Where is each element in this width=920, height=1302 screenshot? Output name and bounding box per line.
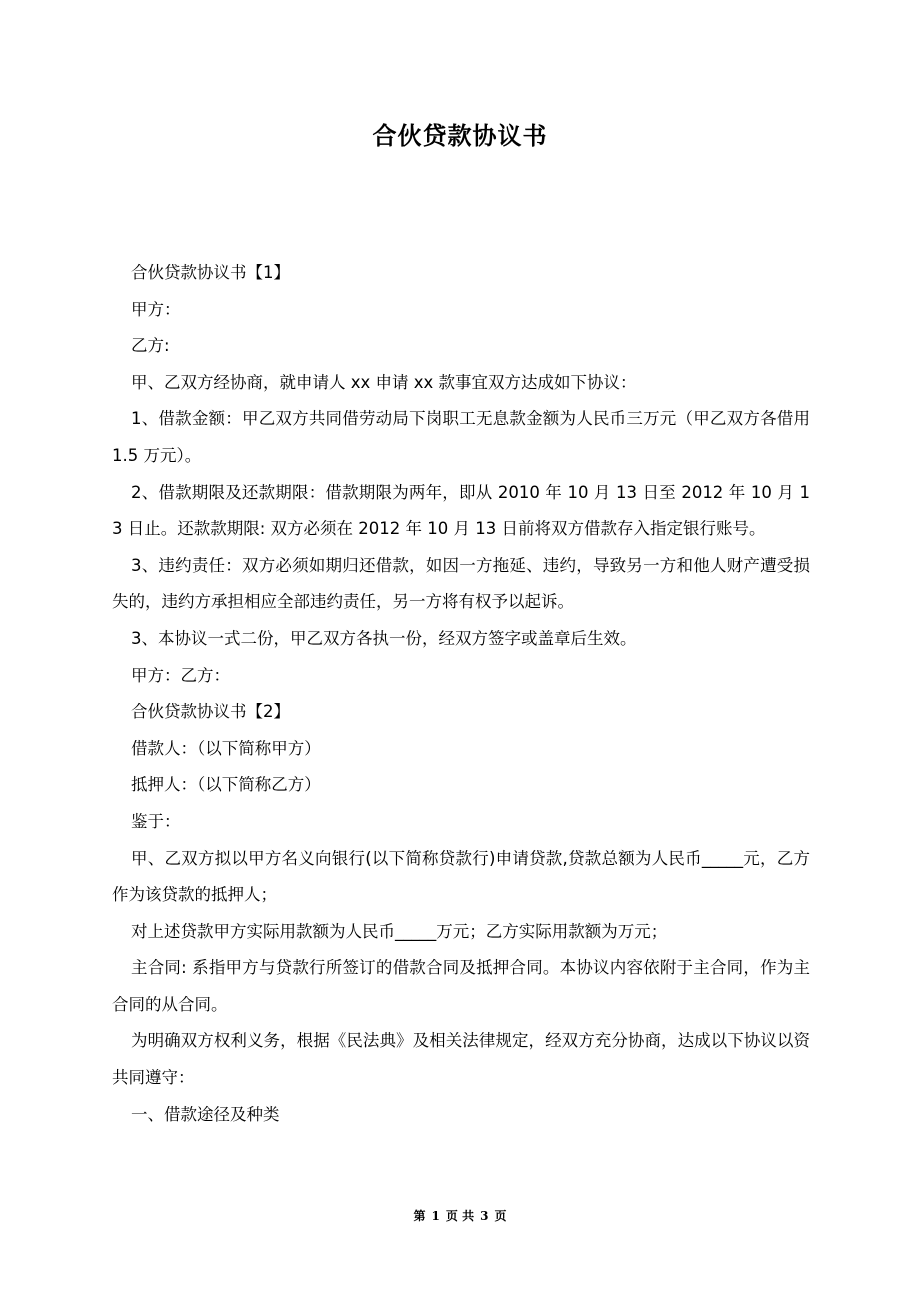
paragraph: 3、本协议一式二份，甲乙双方各执一份，经双方签字或盖章后生效。 [131, 628, 637, 648]
paragraph: 2、借款期限及还款期限：借款期限为两年，即从 2010 年 10 月 13 日至 2012 年 10 月 13 日止。还款款期限: 双方必须在 2012 年 10 月 13 日前将双方借款存入指定银行账号。 [112, 482, 810, 539]
footer-suffix: 页 [494, 1209, 507, 1223]
paragraph: 为明确双方权利义务，根据《民法典》及相关法律规定，经双方充分协商，达成以下协议以资共同遵守： [112, 1031, 810, 1088]
footer-middle: 页 共 [445, 1209, 475, 1223]
document-body [112, 255, 810, 1133]
paragraph: 主合同: 系指甲方与贷款行所签订的借款合同及抵押合同。本协议内容依附于主合同，作为主合同的从合同。 [112, 958, 810, 1014]
document-title: 合伙贷款协议书 [372, 122, 548, 150]
footer-page-number: 1 [431, 1209, 440, 1223]
paragraph: 3、违约责任：双方必须如期归还借款，如因一方拖延、违约，导致另一方和他人财产遭受损失的，违约方承担相应全部违约责任，另一方将有权予以起诉。 [112, 555, 810, 612]
paragraph: 抵押人：（以下简称乙方） [131, 775, 321, 795]
paragraph: 合伙贷款协议书【2】 [131, 702, 290, 722]
paragraph: 一、借款途径及种类 [131, 1104, 280, 1124]
paragraph: 鉴于： [131, 811, 181, 831]
paragraph: 1、借款金额：甲乙双方共同借劳动局下岗职工无息款金额为人民币三万元（甲乙双方各借用 1.5 万元）。 [112, 409, 810, 465]
paragraph: 甲、乙双方拟以甲方名义向银行(以下简称贷款行)申请贷款,贷款总额为人民币_____元，乙方作为该贷款的抵押人； [112, 848, 810, 905]
paragraph: 甲、乙双方经协商，就申请人 xx 申请 xx 款事宜双方达成如下协议： [131, 372, 637, 392]
footer-prefix: 第 [413, 1209, 426, 1223]
paragraph: 借款人：（以下简称甲方） [131, 738, 321, 758]
paragraph: 乙方: [131, 336, 170, 356]
paragraph: 对上述贷款甲方实际用款额为人民币_____万元；乙方实际用款额为万元； [131, 921, 668, 941]
paragraph: 合伙贷款协议书【1】 [131, 263, 290, 282]
page-footer [0, 1206, 920, 1226]
paragraph: 甲方：乙方： [131, 665, 230, 685]
paragraph: 甲方： [131, 299, 181, 319]
footer-total-pages: 3 [480, 1209, 489, 1223]
